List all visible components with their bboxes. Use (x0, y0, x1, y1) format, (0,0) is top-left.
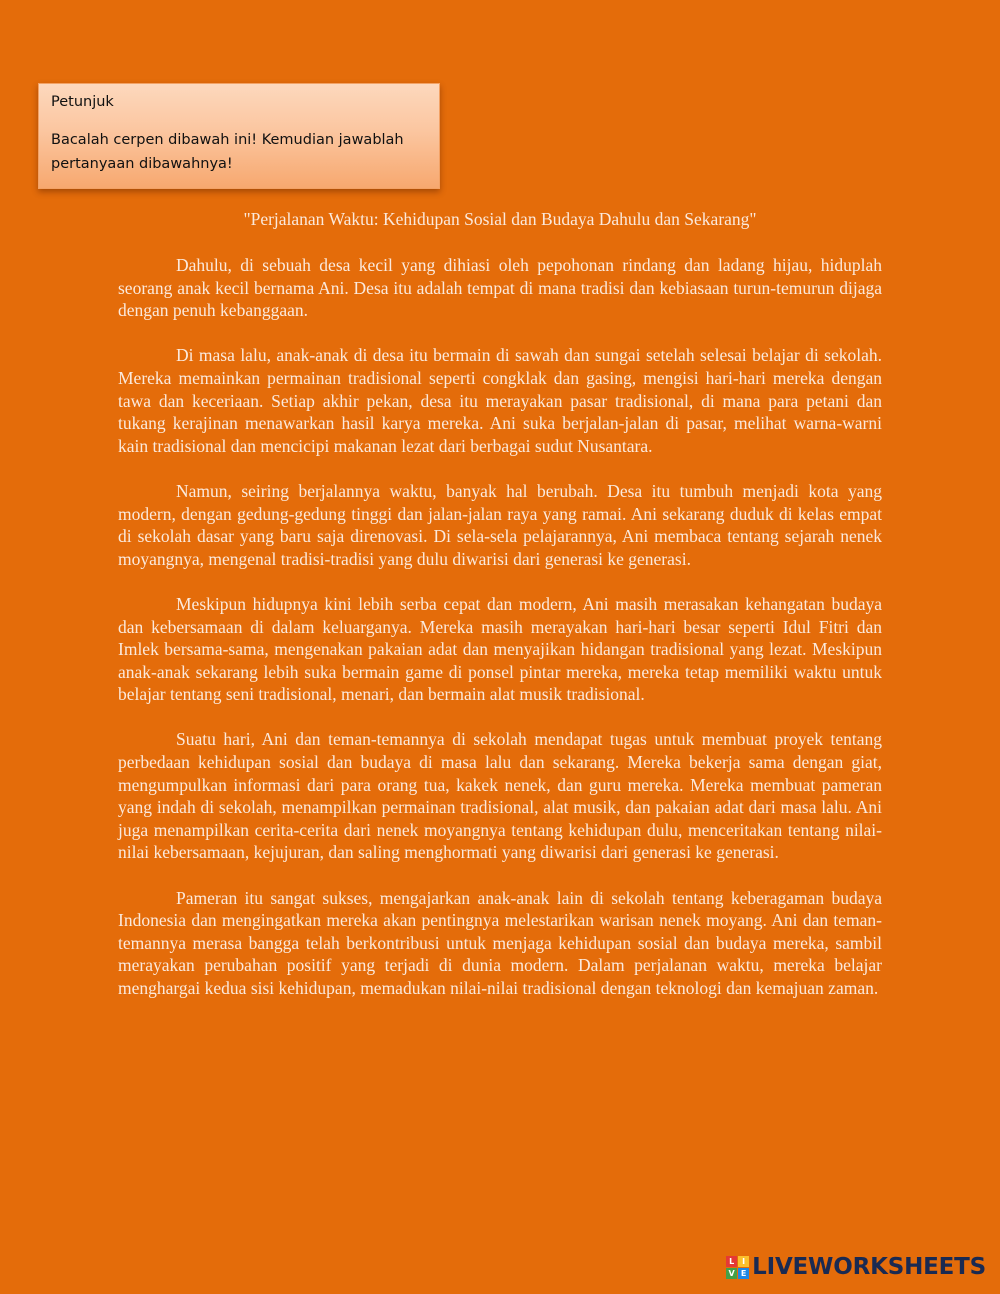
instruction-box (38, 83, 440, 189)
story-paragraph: Meskipun hidupnya kini lebih serba cepat dan modern, Ani masih merasakan kehangatan budaya dan kebersamaan di dalam keluarganya. Mereka masih merayakan hari-hari besar seperti Idul Fitri dan Imlek bersama-sama, mengenakan pakaian adat dan menyajikan hidangan tradisional yang lezat. Meskipun anak-anak sekarang lebih suka bermain game di ponsel pintar mereka, mereka tetap memiliki waktu untuk belajar tentang seni tradisional, menari, dan bermain alat musik tradisional. (118, 593, 882, 705)
badge-letter: I (738, 1256, 749, 1267)
liveworksheets-logo[interactable] (726, 1254, 986, 1280)
instruction-title: Petunjuk (51, 94, 114, 110)
story-paragraph: Namun, seiring berjalannya waktu, banyak hal berubah. Desa itu tumbuh menjadi kota yang modern, dengan gedung-gedung tinggi dan jalan-jalan raya yang ramai. Ani sekarang duduk di kelas empat di sekolah dasar yang baru saja direnovasi. Di sela-sela pelajarannya, Ani membaca tentang sejarah nenek moyangnya, mengenal tradisi-tradisi yang dulu diwarisi dari generasi ke generasi. (118, 480, 882, 569)
story-paragraph: Pameran itu sangat sukses, mengajarkan anak-anak lain di sekolah tentang keberagaman budaya Indonesia dan mengingatkan mereka akan pentingnya melestarikan warisan nenek moyang. Ani dan teman-temannya merasa bangga telah berkontribusi untuk menjaga kehidupan sosial dan budaya mereka, sambil merayakan perubahan positif yang terjadi di dunia modern. Dalam perjalanan waktu, mereka belajar menghargai kedua sisi kehidupan, memadukan nilai-nilai tradisional dengan teknologi dan kemajuan zaman. (118, 887, 882, 998)
logo-badge-icon (726, 1256, 749, 1279)
story-body (118, 254, 882, 1022)
instruction-text: Bacalah cerpen dibawah ini! Kemudian jawablah pertanyaan dibawahnya! (51, 132, 404, 172)
badge-letter: E (738, 1268, 749, 1279)
story-title: "Perjalanan Waktu: Kehidupan Sosial dan Budaya Dahulu dan Sekarang" (243, 209, 757, 229)
story-paragraph: Di masa lalu, anak-anak di desa itu bermain di sawah dan sungai setelah selesai belajar di sekolah. Mereka memainkan permainan tradisional seperti congklak dan gasing, mengisi hari-hari mereka dengan tawa dan keceriaan. Setiap akhir pekan, desa itu merayakan pasar tradisional, di mana para petani dan tukang kerajinan menawarkan hasil karya mereka. Ani suka berjalan-jalan di pasar, melihat warna-warni kain tradisional dan mencicipi makanan lezat dari berbagai sudut Nusantara. (118, 345, 882, 456)
badge-letter: V (726, 1268, 737, 1279)
story-paragraph: Dahulu, di sebuah desa kecil yang dihiasi oleh pepohonan rindang dan ladang hijau, hiduplah seorang anak kecil bernama Ani. Desa itu adalah tempat di mana tradisi dan kebiasaan turun-temurun dijaga dengan penuh kebanggaan. (118, 255, 882, 321)
story-paragraph: Suatu hari, Ani dan teman-temannya di sekolah mendapat tugas untuk membuat proyek tentang perbedaan kehidupan sosial dan budaya di masa lalu dan sekarang. Mereka bekerja sama dengan giat, mengumpulkan informasi dari para orang tua, kakek nenek, dan guru mereka. Mereka membuat pameran yang indah di sekolah, menampilkan permainan tradisional, alat musik, dan pakaian adat dari masa lalu. Ani juga menampilkan cerita-cerita dari nenek moyangnya tentang kehidupan dulu, menceritakan tentang nilai-nilai kebersamaan, kejujuran, dan saling menghormati yang diwarisi dari generasi ke generasi. (118, 729, 882, 863)
logo-text: LIVEWORKSHEETS (752, 1254, 986, 1280)
badge-letter: L (726, 1256, 737, 1267)
